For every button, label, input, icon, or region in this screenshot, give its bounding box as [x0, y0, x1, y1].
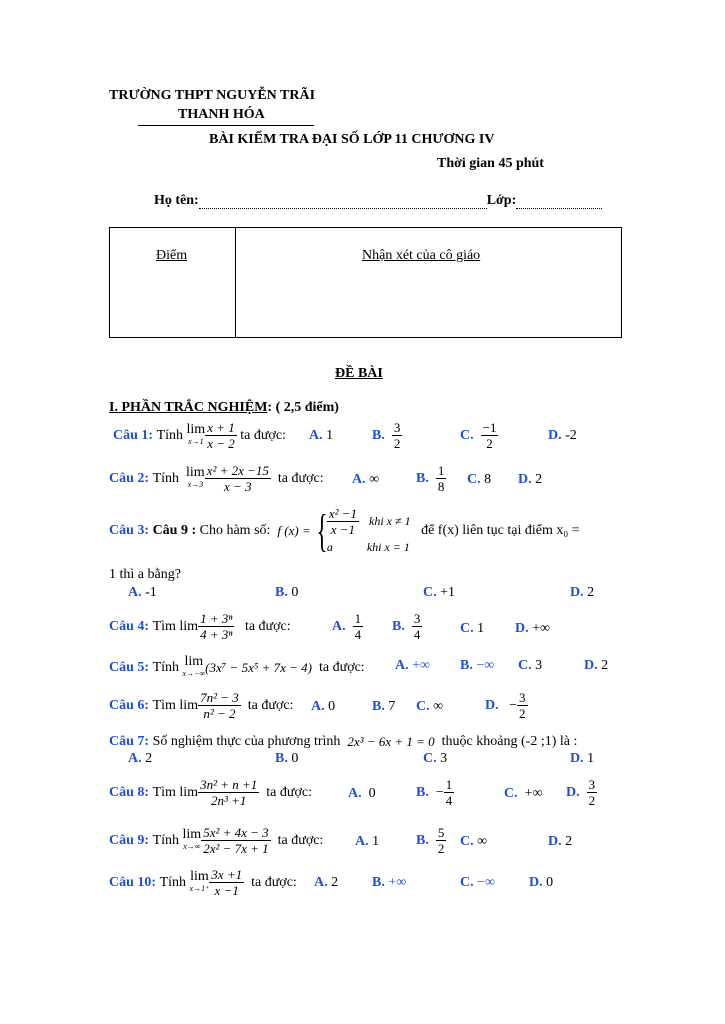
q5-option-d[interactable]: D. 2: [584, 658, 609, 673]
q2-option-c[interactable]: C. 8: [467, 472, 492, 487]
q4-option-d[interactable]: D. +∞: [515, 621, 551, 636]
q8-option-d[interactable]: D. $\frac{3}{2}$: [566, 777, 596, 808]
question-7: Câu 7: Số nghiệm thực của phương trình 2x³ − 6x + 1 = 0 thuộc khoảng (-2 ;1) là :: [109, 734, 578, 749]
q3-option-d[interactable]: D. 2: [570, 585, 595, 600]
q5-option-c[interactable]: C. 3: [518, 658, 543, 673]
comment-header: Nhận xét của cô giáo: [362, 248, 481, 263]
q9-option-d[interactable]: D. 2: [548, 834, 573, 849]
exam-title: BÀI KIỂM TRA ĐẠI SỐ LỚP 11 CHƯƠNG IV: [209, 132, 495, 147]
name-field[interactable]: [199, 199, 487, 209]
school-name: TRƯỜNG THPT NGUYỄN TRÃI: [109, 88, 316, 103]
q2-option-b[interactable]: B. $\frac{1}{8}$: [416, 463, 445, 494]
q7-option-c[interactable]: C. 3: [423, 751, 448, 766]
q9-option-b[interactable]: B. $\frac{5}{2}$: [416, 825, 445, 856]
q4-option-b[interactable]: B. $\frac{3}{4}$: [392, 611, 421, 642]
exam-heading: ĐỀ BÀI: [335, 366, 383, 381]
q3-option-b[interactable]: B. 0: [275, 585, 299, 600]
q9-option-a[interactable]: A. 1: [355, 834, 380, 849]
q8-option-a[interactable]: A. 0: [348, 786, 376, 801]
class-field[interactable]: [516, 199, 602, 209]
question-10: Câu 10: Tính lim x→1⁺ $\frac{3x +1}{x -1}$ ta được:: [109, 867, 297, 898]
question-9: Câu 9: Tính lim x→∞ $\frac{\text{5x² + 4x − 3}}{\text{2x² − 7x + 1}}$ ta được:: [109, 825, 324, 856]
q6-option-d[interactable]: D. − $\frac{3}{2}$: [485, 690, 526, 721]
q7-option-d[interactable]: D. 1: [570, 751, 595, 766]
province-name: THANH HÓA: [178, 107, 265, 122]
score-table-divider: [235, 228, 236, 337]
question-3: Câu 3: Câu 9 : Cho hàm số: f (x) = { $\frac{\text{x² −1}}{x -1}$ khi x ≠ 1 a khi x = 1 để f(x) liên tục tại điểm x₀ =: [109, 504, 580, 556]
q10-option-a[interactable]: A. 2: [314, 875, 339, 890]
score-table: [109, 227, 622, 338]
q3-option-c[interactable]: C. +1: [423, 585, 456, 600]
section-title: I. PHẦN TRẮC NGHIỆM: ( 2,5 điểm): [109, 400, 339, 415]
header-underline: [138, 125, 314, 126]
q7-option-a[interactable]: A. 2: [128, 751, 153, 766]
q8-option-c[interactable]: C. +∞: [504, 786, 543, 801]
q10-option-b[interactable]: B. +∞: [372, 875, 407, 890]
q10-option-d[interactable]: D. 0: [529, 875, 554, 890]
q1-option-a[interactable]: A. 1: [309, 428, 334, 443]
q5-option-a[interactable]: A. +∞: [395, 658, 431, 673]
q3-line2: 1 thì a bằng?: [109, 567, 181, 582]
q10-option-c[interactable]: C. −∞: [460, 875, 496, 890]
q7-option-b[interactable]: B. 0: [275, 751, 299, 766]
piecewise-brace: {: [316, 504, 328, 556]
q1-option-c[interactable]: C. $\frac{-1}{2}$: [460, 420, 497, 451]
q2-option-d[interactable]: D. 2: [518, 472, 543, 487]
question-4: Câu 4: Tìm lim $\frac{\text{1 + 3ⁿ}}{\text{4 + 3ⁿ}}$ ta được:: [109, 611, 291, 642]
piecewise-cases: $\frac{\text{x² −1}}{x -1}$ khi x ≠ 1 a khi x = 1: [326, 506, 411, 554]
student-info-line: [154, 193, 602, 209]
q8-option-b[interactable]: B. − $\frac{1}{4}$: [416, 777, 453, 808]
q6-option-b[interactable]: B. 7: [372, 699, 396, 714]
q2-option-a[interactable]: A. ∞: [352, 472, 380, 487]
q4-option-a[interactable]: A. $\frac{1}{4}$: [332, 611, 362, 642]
q5-option-b[interactable]: B. −∞: [460, 658, 495, 673]
name-label: Họ tên:: [154, 193, 199, 208]
q4-option-c[interactable]: C. 1: [460, 621, 485, 636]
q1-option-b[interactable]: B. $\frac{3}{2}$: [372, 420, 401, 451]
class-label: Lớp:: [486, 193, 517, 208]
score-header: Điểm: [156, 248, 188, 263]
question-5: Câu 5: Tính lim x→−∞ (3x⁷ − 5x⁵ + 7x − 4) ta được:: [109, 654, 365, 678]
q6-option-c[interactable]: C. ∞: [416, 699, 444, 714]
q3-option-a[interactable]: A. -1: [128, 585, 157, 600]
question-2: Câu 2: Tính lim x→3 $\frac{\text{x² + 2x −15}}{x - 3}$ ta được:: [109, 463, 324, 494]
q9-option-c[interactable]: C. ∞: [460, 834, 488, 849]
question-8: Câu 8: Tìm lim $\frac{\text{3n² + n +1}}{\text{2n³ +1}}$ ta được:: [109, 777, 312, 808]
exam-time: Thời gian 45 phút: [437, 156, 544, 171]
q1-option-d[interactable]: D. -2: [548, 428, 577, 443]
question-1: Câu 1: Tính lim x→1 $\frac{x + 1}{x - 2}$ ta được:: [113, 420, 286, 451]
q6-option-a[interactable]: A. 0: [311, 699, 336, 714]
question-6: Câu 6: Tìm lim $\frac{\text{7n² − 3}}{\text{n² − 2}}$ ta được:: [109, 690, 294, 721]
